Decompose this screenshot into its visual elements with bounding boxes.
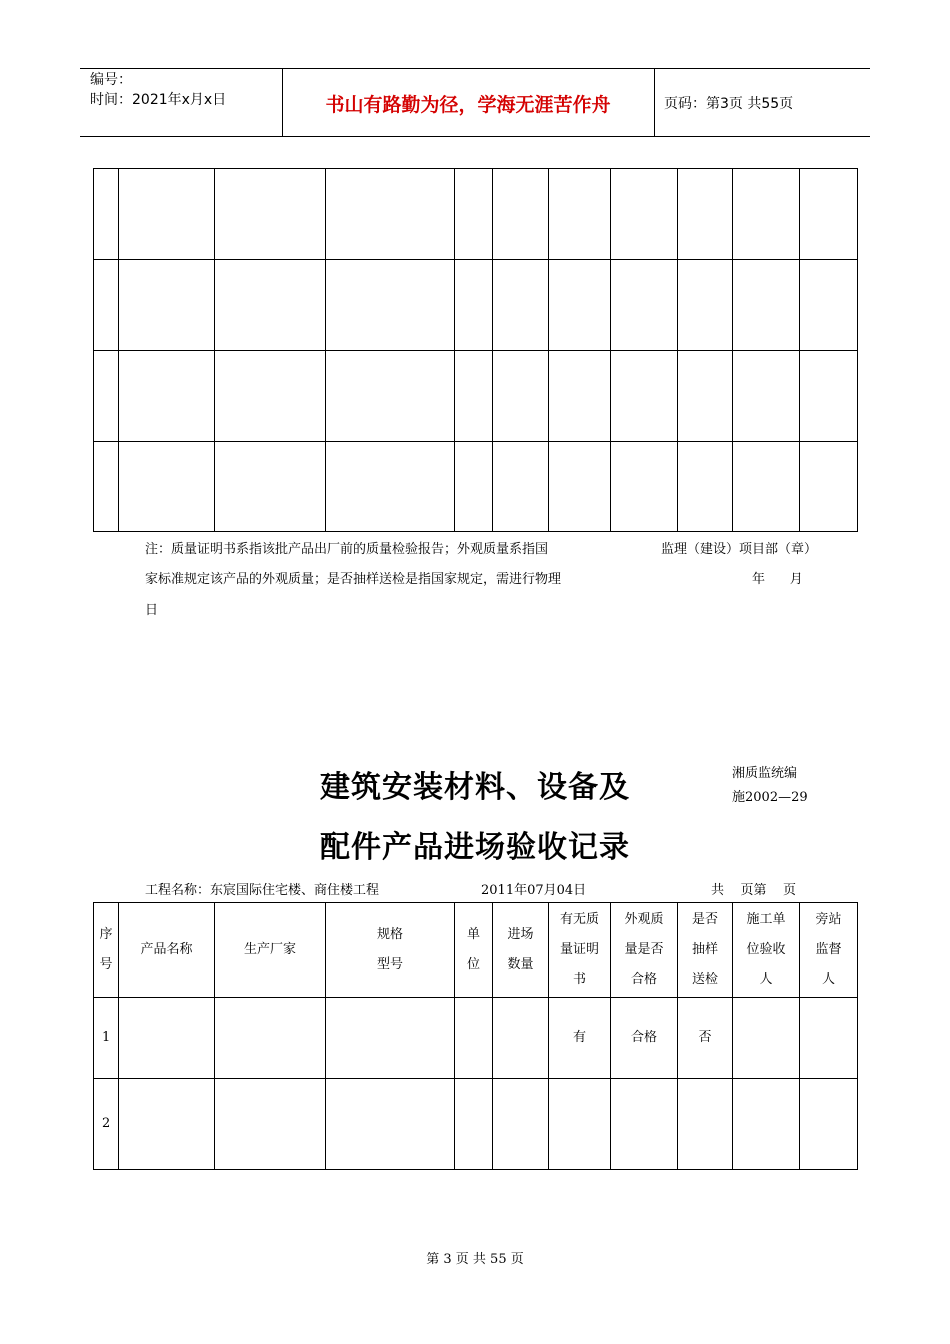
note-line-2: 家标准规定该产品的外观质量；是否抽样送检是指国家规定，需进行物理 bbox=[145, 572, 562, 587]
col-header-supervisor: 旁站 监督 人 bbox=[800, 903, 858, 998]
row-appearance bbox=[611, 1079, 678, 1170]
table-row bbox=[94, 442, 858, 532]
col-header-sampling: 是否 抽样 送检 bbox=[678, 903, 733, 998]
col-header-appearance: 外观质 量是否 合格 bbox=[611, 903, 678, 998]
col-header-maker: 生产厂家 bbox=[215, 903, 326, 998]
table-header-row bbox=[94, 903, 858, 998]
header-divider bbox=[654, 68, 655, 136]
form-title-line-1: 建筑安装材料、设备及 bbox=[320, 770, 630, 805]
code-label: 编号： bbox=[90, 72, 132, 88]
row-cert bbox=[549, 1079, 611, 1170]
note-line-3: 日 bbox=[145, 603, 159, 618]
acceptance-table bbox=[93, 902, 858, 1170]
table-row bbox=[94, 351, 858, 442]
col-header-name: 产品名称 bbox=[119, 903, 215, 998]
row-cert: 有 bbox=[549, 998, 611, 1079]
header-bottom-rule bbox=[80, 136, 870, 137]
time-label: 时间：2021年x月x日 bbox=[90, 92, 227, 108]
row-sampling: 否 bbox=[678, 998, 733, 1079]
form-code-line-2: 施2002—29 bbox=[732, 790, 808, 805]
note-line-1: 注：质量证明书系指该批产品出厂前的质量检验报告；外观质量系指国 bbox=[145, 542, 549, 557]
row-seq: 2 bbox=[94, 1079, 119, 1170]
col-header-cert: 有无质 量证明 书 bbox=[549, 903, 611, 998]
col-header-builder: 施工单 位验收 人 bbox=[733, 903, 800, 998]
col-header-unit: 单 位 bbox=[455, 903, 493, 998]
project-name: 工程名称：东宸国际住宅楼、商住楼工程 bbox=[145, 883, 380, 898]
header-top-rule bbox=[80, 68, 870, 69]
header-meta bbox=[90, 70, 226, 110]
form-date: 2011年07月04日 bbox=[481, 883, 587, 898]
table-row bbox=[94, 260, 858, 351]
header-page-info: 页码：第3页 共55页 bbox=[664, 96, 794, 112]
form-title-line-2: 配件产品进场验收记录 bbox=[320, 830, 630, 865]
col-header-seq: 序 号 bbox=[94, 903, 119, 998]
continuation-table bbox=[93, 168, 858, 532]
table-row bbox=[94, 1079, 858, 1170]
row-seq: 1 bbox=[94, 998, 119, 1079]
table-row bbox=[94, 998, 858, 1079]
page-footer: 第 3 页 共 55 页 bbox=[426, 1252, 524, 1267]
header-motto: 书山有路勤为径，学海无涯苦作舟 bbox=[325, 94, 611, 116]
form-code bbox=[732, 762, 808, 810]
row-appearance: 合格 bbox=[611, 998, 678, 1079]
table-row bbox=[94, 169, 858, 260]
form-code-line-1: 湘质监统编 bbox=[732, 766, 798, 781]
supervision-stamp: 监理（建设）项目部（章） bbox=[661, 542, 818, 557]
form-pages: 共 页第 页 bbox=[711, 883, 797, 898]
row-sampling bbox=[678, 1079, 733, 1170]
stamp-date: 年 月 bbox=[752, 572, 803, 587]
col-header-qty: 进场 数量 bbox=[493, 903, 549, 998]
col-header-spec: 规格 型号 bbox=[326, 903, 455, 998]
